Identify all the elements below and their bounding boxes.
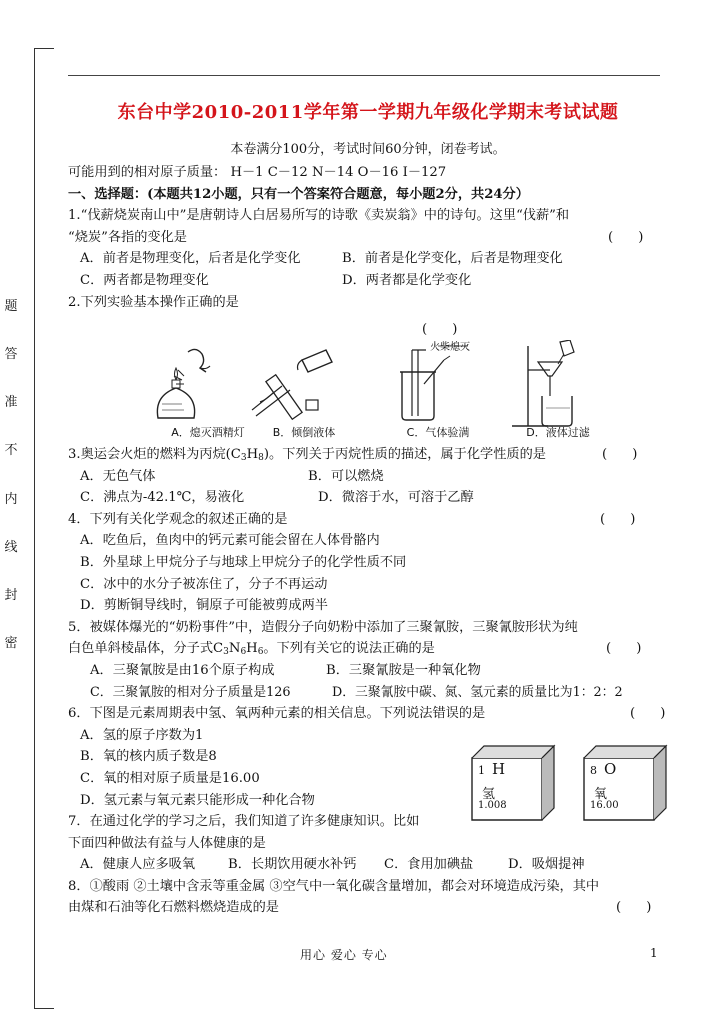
- seal-char: 封: [4, 587, 18, 603]
- seal-char: 不: [4, 443, 18, 459]
- atomic-mass: 16.00: [590, 800, 619, 811]
- option-c: C．三聚氰胺的相对分子质量是126: [90, 684, 291, 700]
- answer-blank[interactable]: ( ): [630, 706, 666, 722]
- question-text: H: [246, 447, 259, 462]
- subscript: 6: [257, 647, 264, 658]
- binding-tick: [34, 48, 54, 49]
- question-5-stem-cont: [68, 638, 664, 660]
- question-1-stem-cont: [68, 227, 664, 249]
- exam-content: [68, 162, 664, 338]
- figure-a-caption: A．熄灭酒精灯: [171, 426, 245, 439]
- question-text: )。下列关于丙烷性质的描述，属于化学性质的是: [263, 447, 546, 462]
- seal-char: 准: [4, 395, 18, 411]
- pouring-liquid-icon: [244, 340, 364, 430]
- question-7-stem: 7．在通过化学的学习之后，我们知道了许多健康知识。比如: [68, 814, 420, 830]
- option-a: A．三聚氰胺是由16个原子构成: [90, 662, 275, 678]
- atomic-mass: 1.008: [478, 800, 507, 811]
- atomic-mass-line: 可能用到的相对原子质量： H－1 C－12 N－14 O－16 I－127: [68, 165, 447, 180]
- seal-char: 线: [4, 539, 18, 555]
- binding-tick: [34, 1008, 54, 1009]
- figure-c: [378, 340, 498, 450]
- question-text: 4．下列有关化学观念的叙述正确的是: [68, 511, 288, 527]
- exam-content-cont: [68, 444, 664, 919]
- option-d: D．吸烟提神: [508, 857, 585, 873]
- option-b: B．外星球上甲烷分子与地球上甲烷分子的化学性质不同: [80, 554, 407, 570]
- question-2-figures: [68, 340, 588, 450]
- question-text: 由煤和石油等化石燃料燃烧造成的是: [68, 900, 279, 916]
- element-cube-icon: [580, 740, 680, 824]
- question-text: 。下列有关它的说法正确的是: [263, 641, 435, 657]
- figure-c-caption: C．气体验满: [406, 426, 470, 439]
- question-text: 3.奥运会火炬的燃料为丙烷(C: [68, 447, 241, 462]
- question-8-stem: 8．①酸雨 ②土壤中含汞等重金属 ③空气中一氧化碳含量增加，都会对环境造成污染，其中: [68, 878, 600, 894]
- option-c: C．冰中的水分子被冻住了，分子不再运动: [80, 576, 328, 592]
- seal-line-notice: [3, 300, 19, 650]
- periodic-table-cells: [468, 740, 718, 830]
- answer-blank[interactable]: ( ): [600, 511, 636, 527]
- exam-title: 东台中学2010-2011学年第一学期九年级化学期末考试试题: [117, 102, 619, 123]
- question-1-stem: 1.“伐薪烧炭南山中”是唐朝诗人白居易所写的诗歌《卖炭翁》中的诗句。这里“伐薪”和: [68, 208, 570, 224]
- question-3-options-row2: [68, 487, 664, 509]
- atomic-number: 8: [590, 764, 597, 777]
- element-name: 氢: [482, 787, 496, 802]
- option-d: D．三聚氰胺中碳、氮、氢元素的质量比为1：2：2: [332, 684, 623, 700]
- option-b: B．氧的核内质子数是8: [80, 749, 217, 765]
- answer-blank[interactable]: ( ): [606, 641, 642, 657]
- question-5-options-row1: [68, 660, 664, 682]
- question-1-options-row2: [68, 270, 664, 292]
- option-b: B．长期饮用硬水补钙: [228, 857, 357, 873]
- gas-bottle-test-icon: [378, 340, 498, 430]
- subscript: 8: [258, 453, 264, 463]
- subscript: 3: [223, 647, 229, 658]
- option-d: D．氢元素与氧元素只能形成一种化合物: [80, 792, 315, 808]
- element-symbol: O: [604, 760, 617, 778]
- question-8-stem-cont: [68, 897, 664, 919]
- figure-b: [244, 340, 364, 450]
- option-a: A．氢的原子序数为1: [80, 727, 204, 743]
- question-7-stem-cont: 下面四种做法有益与人体健康的是: [68, 835, 266, 851]
- question-3-options-row1: [68, 466, 664, 488]
- option-a: A．吃鱼后，鱼肉中的钙元素可能会留在人体骨骼内: [80, 533, 380, 549]
- answer-blank[interactable]: ( ): [616, 900, 652, 916]
- seal-char: 内: [4, 491, 18, 507]
- filtration-setup-icon: [498, 340, 618, 430]
- question-text: 6．下图是元素周期表中氢、氧两种元素的相关信息。下列说法错误的是: [68, 706, 486, 722]
- binding-line: [34, 48, 35, 1008]
- subscript: 6: [240, 647, 247, 658]
- question-text: “烧炭”各指的变化是: [68, 229, 187, 245]
- figure-b-caption: B．倾倒液体: [272, 426, 336, 439]
- question-2-blank-row: [68, 313, 664, 338]
- footer-motto: 用心 爱心 专心: [300, 948, 388, 962]
- question-5-stem: 5．被媒体爆光的“奶粉事件”中，造假分子向奶粉中添加了三聚氰胺，三聚氰胺形状为纯: [68, 619, 578, 635]
- element-cell-hydrogen: [468, 740, 568, 820]
- option-a: A．无色气体: [80, 468, 156, 484]
- question-7-options: [68, 854, 664, 876]
- question-5-options-row2: [68, 682, 664, 704]
- figure-d: [498, 340, 618, 450]
- seal-char: 题: [4, 299, 18, 314]
- option-b: B．可以燃烧: [308, 468, 384, 484]
- answer-blank[interactable]: ( ): [422, 322, 458, 338]
- match-out-label: 火柴熄灭: [430, 342, 470, 353]
- figure-d-caption: D．液体过滤: [526, 426, 590, 439]
- option-b: B．前者是化学变化，后者是物理变化: [342, 251, 563, 267]
- option-a: A．健康人应多吸氧: [80, 857, 196, 873]
- element-name: 氧: [594, 787, 608, 802]
- element-symbol: H: [492, 760, 506, 778]
- option-d: D．微溶于水，可溶于乙醇: [318, 490, 474, 506]
- question-1-options-row1: [68, 248, 664, 270]
- question-text: N: [228, 641, 241, 657]
- option-b: B．三聚氰胺是一种氧化物: [326, 662, 481, 678]
- question-text: H: [246, 641, 258, 657]
- answer-blank[interactable]: ( ): [602, 447, 638, 462]
- element-cell-oxygen: [580, 740, 680, 820]
- option-c: C．沸点为-42.1℃，易液化: [80, 490, 245, 506]
- option-c: C．氧的相对原子质量是16.00: [80, 770, 260, 786]
- question-3-stem: [68, 444, 664, 466]
- seal-char: 答: [4, 347, 18, 363]
- exam-instructions: 本卷满分100分，考试时间60分钟，闭卷考试。: [230, 142, 506, 157]
- answer-blank[interactable]: ( ): [608, 229, 644, 245]
- option-d: D．两者都是化学变化: [342, 272, 472, 288]
- header-rule: [68, 75, 660, 76]
- question-6-stem: [68, 703, 664, 725]
- section-heading: 一、选择题：(本题共12小题，只有一个答案符合题意，每小题2分，共24分）: [68, 186, 529, 202]
- element-cube-icon: [468, 740, 568, 824]
- question-text: 白色单斜棱晶体，分子式C: [68, 641, 224, 657]
- option-d: D．剪断铜导线时，铜原子可能被剪成两半: [80, 598, 328, 614]
- subscript: 3: [240, 453, 247, 463]
- option-a: A．前者是物理变化，后者是化学变化: [80, 251, 301, 267]
- option-c: C．两者都是物理变化: [80, 272, 209, 288]
- seal-char: 密: [4, 635, 18, 651]
- question-4-stem: [68, 509, 664, 531]
- page-number: 1: [650, 946, 658, 960]
- atomic-number: 1: [478, 764, 485, 777]
- question-2-stem: 2.下列实验基本操作正确的是: [68, 294, 239, 310]
- option-c: C．食用加碘盐: [384, 857, 474, 873]
